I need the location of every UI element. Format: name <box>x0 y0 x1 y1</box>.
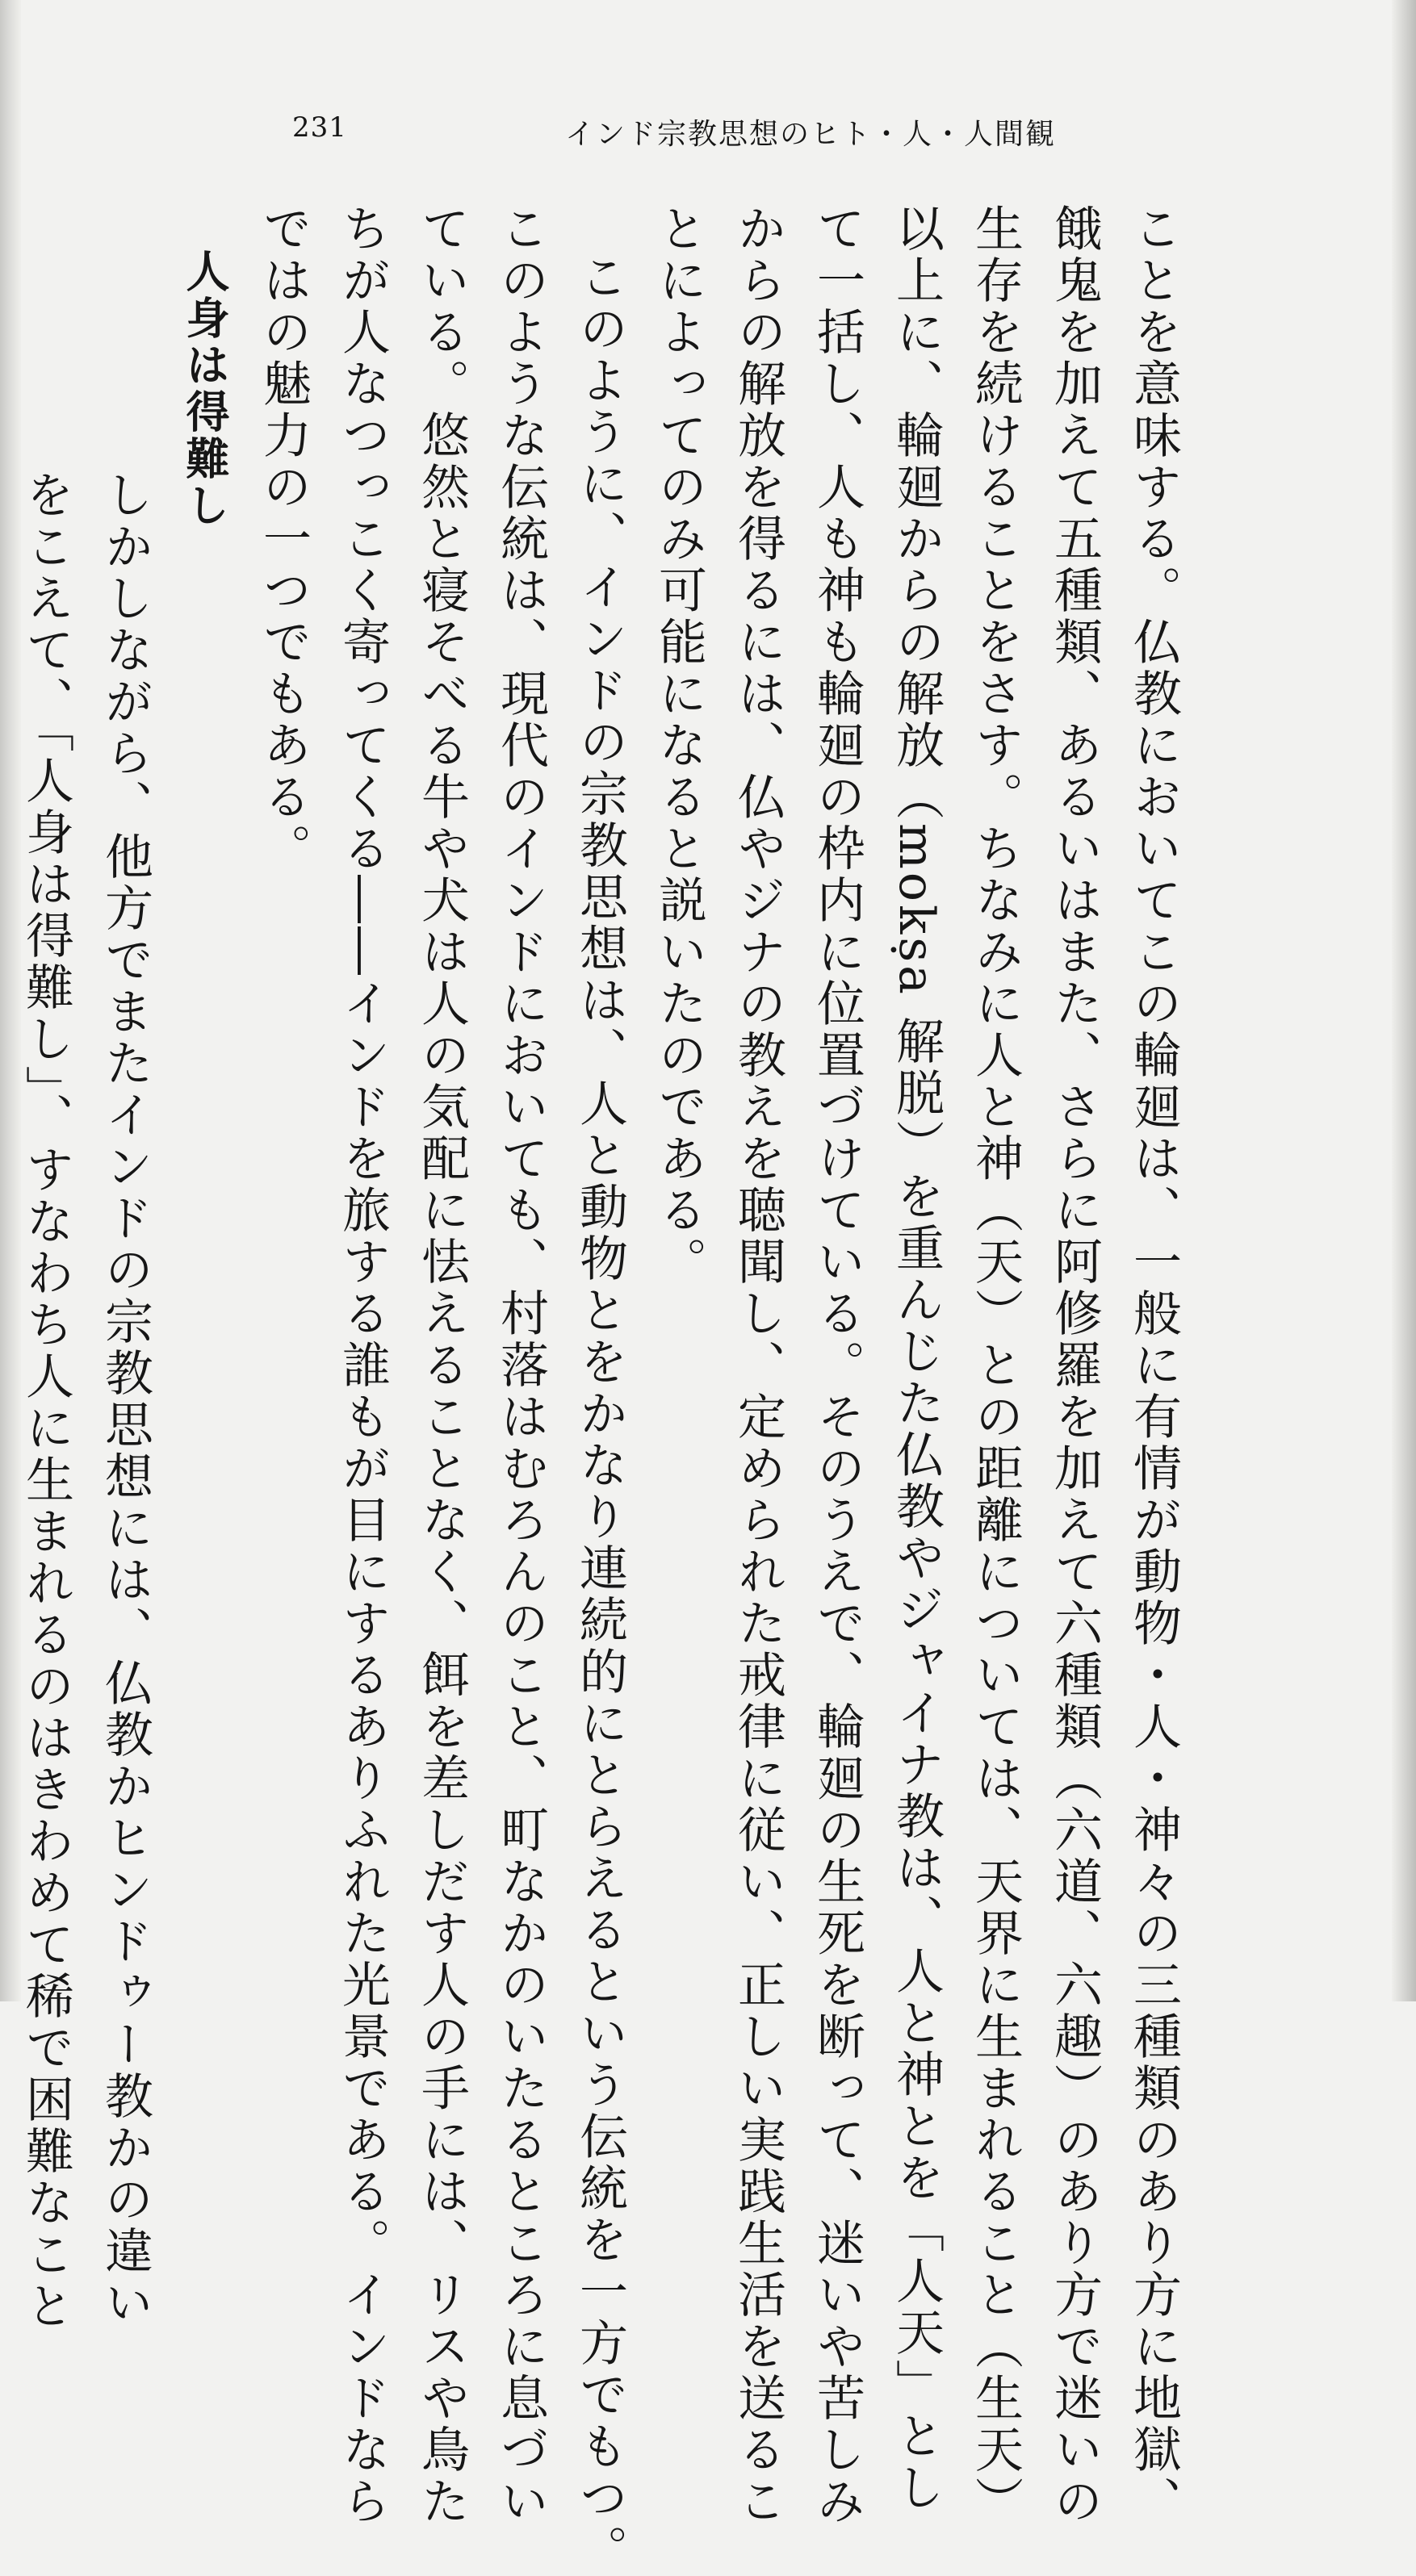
text-line: ている。悠然と寝そべる牛や犬は人の気配に怯えることなく、餌を差しだす人の手には、リスや鳥た <box>413 203 470 2528</box>
text-line: 生存を続けることをさす。ちなみに人と神（天）との距離については、天界に生まれること（生天） <box>967 203 1024 2528</box>
text-line: しかしながら、他方でまたインドの宗教思想には、仏教かヒンドゥー教かの違い <box>97 470 153 2329</box>
page-number: 231 <box>292 111 347 144</box>
text-line <box>0 203 6 1785</box>
text-line: からの解放を得るには、仏やジナの教えを聴聞し、定められた戒律に従い、正しい実践生活を送るこ <box>730 203 786 2528</box>
text-line: ことを意味する。仏教においてこの輪廻は、一般に有情が動物・人・神々の三種類のあり方に地獄、 <box>1125 203 1182 2528</box>
text-line: 餓鬼を加えて五種類、あるいはまた、さらに阿修羅を加えて六種類（六道、六趣）のあり方で迷いの <box>1046 203 1103 2528</box>
section-heading: 人身は得難し <box>179 249 230 529</box>
text-line: このような伝統は、現代のインドにおいても、村落はむろんのこと、町なかのいたるところに息づい <box>492 203 549 2528</box>
text-line: とによってのみ可能になると説いたのである。 <box>651 203 707 1288</box>
text-line: ちが人なつっこく寄ってくる――インドを旅する誰もが目にするありふれた光景である。インドなら <box>334 203 391 2528</box>
text-line: このように、インドの宗教思想は、人と動物とをかなり連続的にとらえるという伝統を一方でもつ。 <box>572 252 628 2576</box>
text-line: て一括し、人も神も輪廻の枠内に位置づけている。そのうえで、輪廻の生死を断って、迷いや苦しみ <box>809 203 865 2528</box>
text-line: 以上に、輪廻からの解放（mokṣa 解脱）を重んじた仏教やジャイナ教は、人と神とを「人天」とし <box>888 203 945 2515</box>
body-text <box>0 203 1193 2576</box>
scan-edge-right <box>1392 0 1416 2001</box>
text-line: をこえて、「人身は得難し」、すなわち人に生まれるのはきわめて稀で困難なこと <box>18 470 74 2332</box>
text-line: ではの魅力の一つでもある。 <box>255 203 312 875</box>
running-head: インド宗教思想のヒト・人・人間観 <box>565 118 1057 151</box>
